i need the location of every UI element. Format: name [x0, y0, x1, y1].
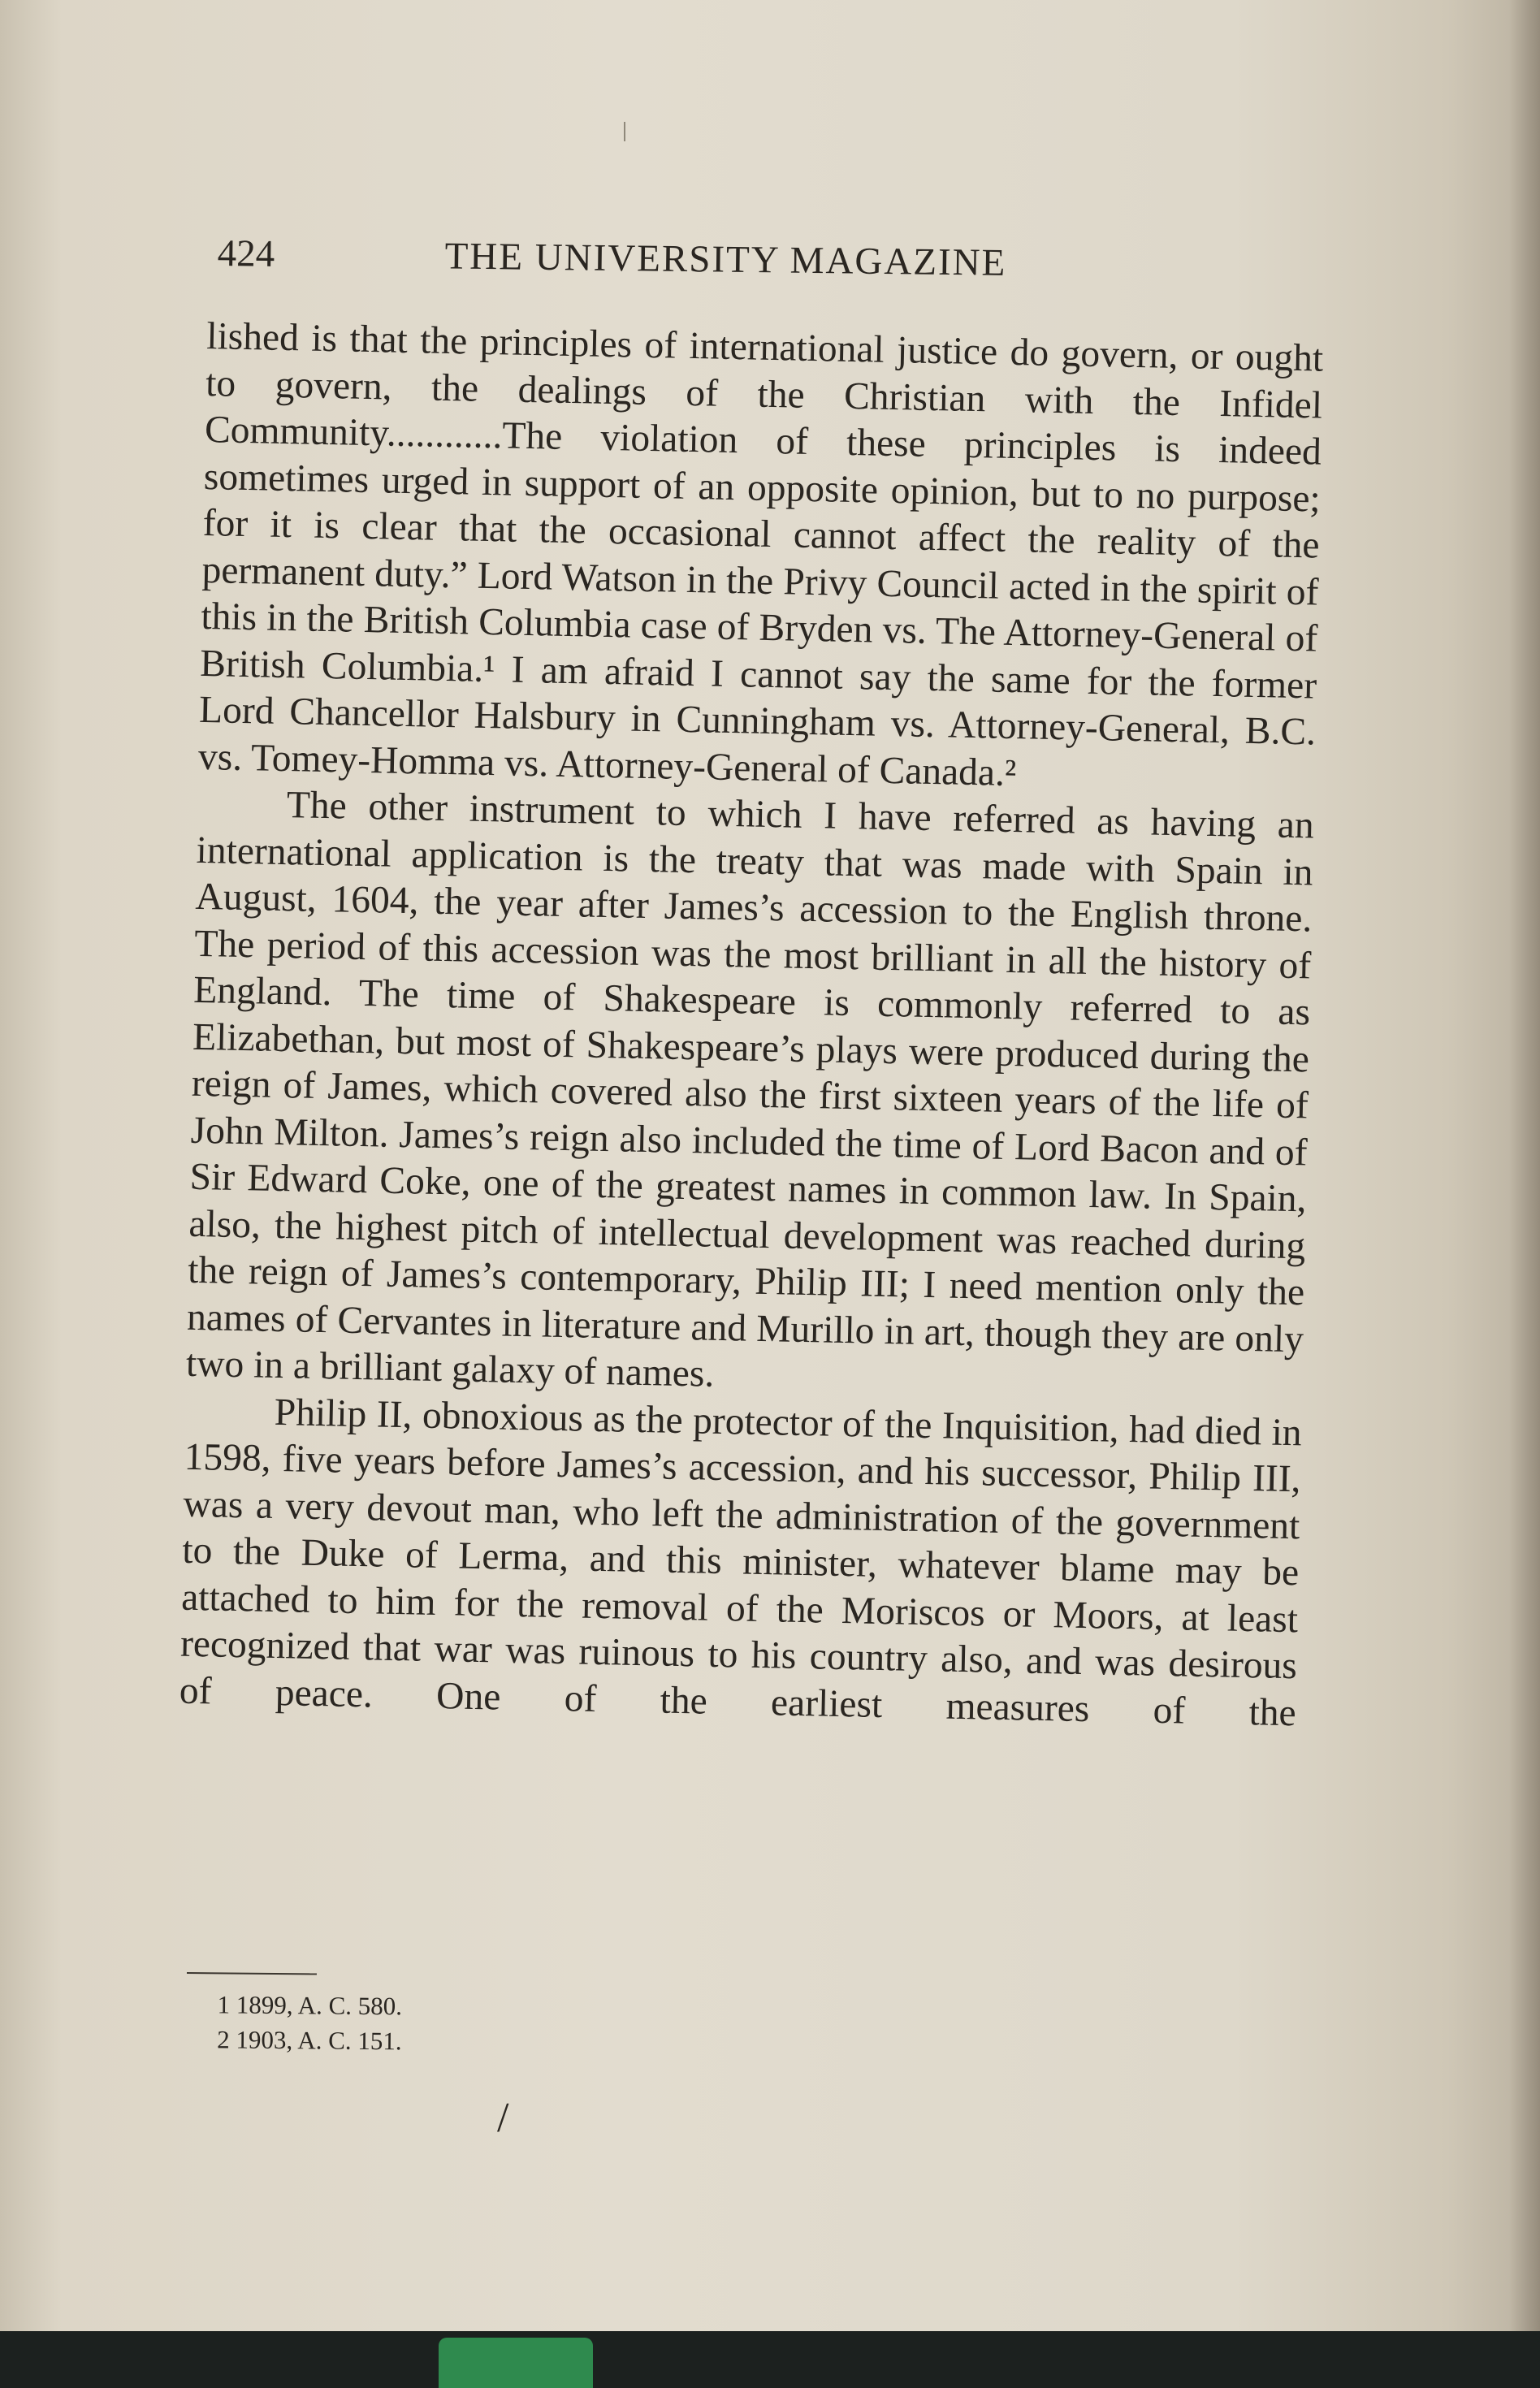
pencil-mark: / [497, 2095, 509, 2141]
running-header [217, 231, 1093, 299]
footnote: 2 1903, A. C. 151. [217, 2025, 402, 2056]
footnotes [186, 1972, 755, 2061]
paragraph: Philip II, obnoxious as the protector of the Inquisition, had died in 1598, five years before James’s accession, and his successor, Philip III, was a very devout man, who left the administration of the government to the Duke of Lerma, and this minister, whatever blame may be attached to him for the removal of the Moriscos or Moors, at least recognized that war was ruinous to his country also, and was desirous of peace. One of the earliest measures of the [179, 1391, 1303, 1734]
page-number: 424 [217, 231, 275, 275]
footnote-rule [187, 1972, 317, 1975]
footnote: 1 1899, A. C. 580. [217, 1990, 403, 2021]
body-text [179, 314, 1323, 1737]
green-object [439, 2338, 593, 2388]
running-title: THE UNIVERSITY MAGAZINE [444, 235, 1007, 284]
page-edge-shadow [1509, 0, 1540, 2388]
paragraph: The other instrument to which I have referred as having an international application is the treaty that was made with Spain in August, 1604, the year after James’s accession to the English throne. The period of this accession was the most brilliant in all the history of England. The time of Shakespeare is commonly referred to as Elizabethan, but most of Shakespeare’s plays were produced during the reign of James, which covered also the first sixteen years of the life of John Milton. James’s reign also included the time of Lord Bacon and of Sir Edward Coke, one of the greatest names in common law. In Spain, also, the highest pitch of intellectual development was reached during the reign of James’s contemporary, Philip III; I need mention only the names of Cervantes in literature and Murillo in art, though they are only two in a brilliant galaxy of names. [185, 784, 1315, 1395]
scan-artifact [624, 122, 625, 141]
scan-background [0, 2331, 1540, 2388]
paragraph: lished is that the principles of international justice do govern, or ought to govern, the dealings of the Christian with the Infidel Community............The violation of these principles is indeed sometimes urged in support of an opposite opinion, but to no purpose; for it is clear that the occasional cannot affect the reality of the permanent duty.” Lord Watson in the Privy Council acted in the spirit of this in the British Columbia case of Bryden vs. The Attorney-General of British Columbia.¹ I am afraid I cannot say the same for the former Lord Chancellor Halsbury in Cunningham vs. Attorney-General, B.C. vs. Tomey-Homma vs. Attorney-General of Canada.² [197, 314, 1324, 794]
